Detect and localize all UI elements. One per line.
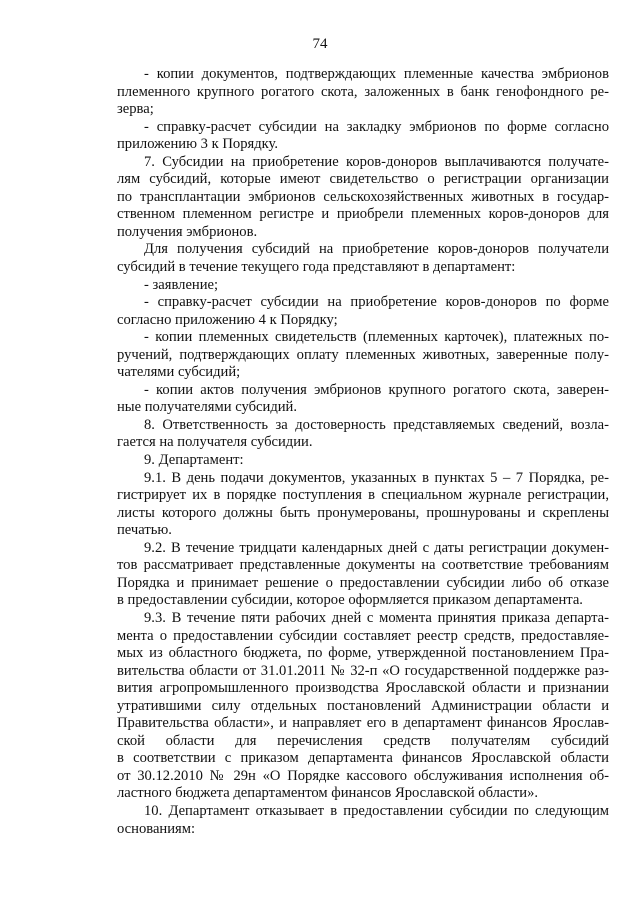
text-line: ской области для перечисления средств получателям субсидий	[117, 732, 609, 749]
text-line: - справку-расчет субсидии на приобретение коров-доноров по форме	[144, 294, 609, 311]
text-line: мента о предоставлении субсидии составляет реестр средств, предоставляе-	[117, 627, 609, 644]
text-line: от 30.12.2010 № 29н «О Порядке кассового обслуживания исполнения об-	[117, 767, 609, 784]
text-line: ные получателями субсидий.	[117, 399, 298, 416]
text-line: - справку-расчет субсидии на закладку эмбрионов по форме согласно	[144, 118, 609, 135]
text-line: 9. Департамент:	[144, 452, 244, 469]
text-line: 10. Департамент отказывает в предоставлении субсидии по следующим	[144, 802, 609, 819]
text-line: 9.2. В течение тридцати календарных дней с даты регистрации докумен-	[144, 539, 609, 556]
text-line: - копии актов получения эмбрионов крупного рогатого скота, заверен-	[144, 381, 609, 398]
text-line: - копии племенных свидетельств (племенных карточек), платежных по-	[144, 329, 609, 346]
text-line: листы которого должны быть пронумерованы, прошнурованы и скреплены	[117, 504, 609, 521]
text-line: ластного бюджета департаментом финансов Ярославской области».	[117, 785, 539, 802]
text-line: по трансплантации эмбрионов сельскохозяйственных животных в государ-	[117, 188, 609, 205]
text-line: утратившими силу отдельных постановлений Администрации области и	[117, 697, 609, 714]
text-line: племенного крупного рогатого скота, заложенных в банк генофондного ре-	[117, 83, 609, 100]
text-line: ручений, подтверждающих оплату племенных животных, заверенные полу-	[117, 346, 609, 363]
text-line: основаниям:	[117, 820, 196, 837]
text-line: гается на получателя субсидии.	[117, 434, 313, 451]
page-number: 74	[312, 36, 328, 52]
text-line: вития агропромышленного производства Ярославской области и признании	[117, 680, 609, 697]
text-line: 9.3. В течение пяти рабочих дней с момента принятия приказа департа-	[144, 609, 609, 626]
text-line: Порядка и принимает решение о предоставлении субсидии либо об отказе	[117, 574, 609, 591]
text-line: 9.1. В день подачи документов, указанных в пунктах 5 – 7 Порядка, ре-	[144, 469, 609, 486]
text-line: согласно приложению 4 к Порядку;	[117, 311, 338, 328]
text-line: приложению 3 к Порядку.	[117, 136, 278, 153]
text-line: зерва;	[117, 101, 154, 118]
text-line: вительства области от 31.01.2011 № 32-п «О государственной поддержке раз-	[117, 662, 609, 679]
text-line: в соответствии с приказом департамента финансов Ярославской области	[117, 750, 609, 767]
text-line: Правительства области», и направляет его в департамент финансов Ярослав-	[117, 715, 609, 732]
text-line: гистрирует их в порядке поступления в специальном журнале регистрации,	[117, 487, 609, 504]
text-line: Для получения субсидий на приобретение коров-доноров получатели	[144, 241, 609, 258]
text-line: лям субсидий, которые имеют свидетельство о регистрации организации	[117, 171, 609, 188]
text-line: 7. Субсидии на приобретение коров-доноров выплачиваются получате-	[144, 153, 609, 170]
text-line: - заявление;	[144, 276, 219, 293]
text-line: 8. Ответственность за достоверность представляемых сведений, возла-	[144, 416, 609, 433]
document-body	[117, 66, 609, 838]
text-line: мых из областного бюджета, по форме, утвержденной постановлением Пра-	[117, 645, 609, 662]
text-line: получения эмбрионов.	[117, 223, 258, 240]
text-line: субсидий в течение текущего года представляют в департамент:	[117, 259, 516, 276]
text-line: печатью.	[117, 522, 172, 539]
text-line: - копии документов, подтверждающих племенные качества эмбрионов	[144, 66, 609, 82]
text-line: в предоставлении субсидии, которое оформляется приказом департамента.	[117, 592, 583, 609]
text-line: ственном племенном регистре и приобрели племенных коров-доноров для	[117, 206, 609, 223]
text-line: чателями субсидий;	[117, 364, 241, 381]
text-line: тов рассматривает представленные документы на соответствие требованиям	[117, 557, 609, 574]
